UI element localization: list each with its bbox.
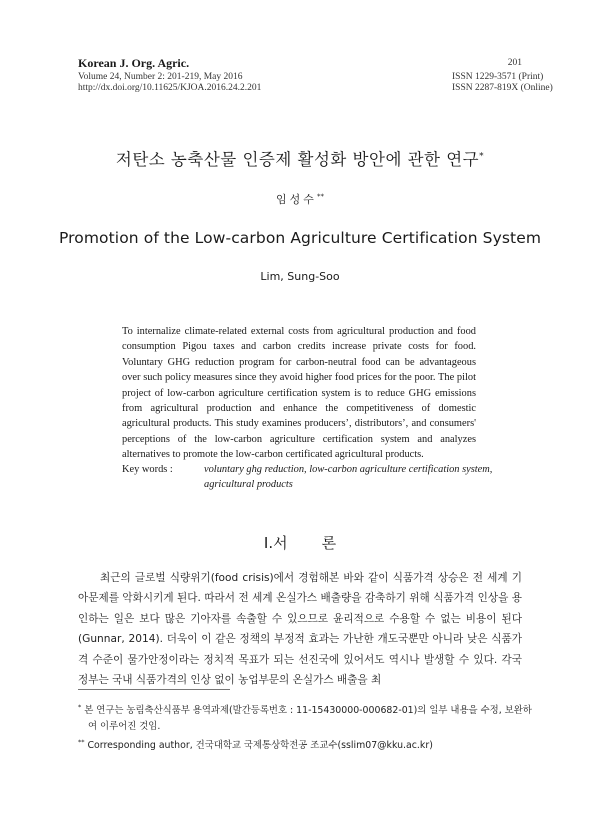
volume-line: Volume 24, Number 2: 201-219, May 2016 <box>78 72 243 82</box>
english-author: Lim, Sung-Soo <box>260 270 340 283</box>
journal-name: Korean J. Org. Agric. <box>78 56 190 70</box>
abstract: To internalize climate-related external costs from agricultural production and food consumption Pigou taxes and carbon credits increase private costs for food. Voluntary GHG reduction program for carbon-neutral food can be advantageous over such policy measures since they avoid higher food prices for the poor. The pilot project of low-carbon agriculture certification system is to reduce GHG emissions from agricultural production and enhance the competitiveness of domestic agricultural products. This study examines producers’, distributors’, and consumers' perceptions of the low-carbon agriculture certification system and analyzes alternatives to promote the low-carbon certificated agricultural products. <box>122 326 476 461</box>
section-heading <box>0 532 600 553</box>
keywords-label: Key words : <box>122 464 173 475</box>
journal-meta <box>78 72 261 94</box>
body-paragraph: 최근의 글로벌 식량위기(food crisis)에서 경험해본 바와 같이 식품가격 상승은 전 세계 기아문제를 악화시키게 된다. 따라서 전 세계 온실가스 배출량을 감축하기 위해 식품가격 인상을 용인하는 일은 보다 많은 기아자를 속출할 수 있으므로 윤리적으로 수용할 수 없는 비용이 된다(Gunnar, 2014). 더욱이 이 같은 정책의 부정적 효과는 가난한 개도국뿐만 아니라 낮은 식품가격 수준이 물가안정이라는 정치적 목표가 되는 선진국에 있어서도 역시나 발생할 수 있다. 각국 정부는 국내 식품가격의 인상 없이 농업부문의 온실가스 배출을 최 <box>78 572 522 687</box>
keywords-value: voluntary ghg reduction, low-carbon agriculture certification system, agricultural products <box>204 464 493 490</box>
doi-link[interactable]: http://dx.doi.org/10.11625/KJOA.2016.24.2.201 <box>78 83 262 93</box>
english-title: Promotion of the Low-carbon Agriculture Certification System <box>58 229 542 247</box>
footnote-1-mark: * <box>78 703 82 711</box>
footnote-2-mark: ** <box>78 738 85 746</box>
footnote-1 <box>78 699 532 735</box>
footnote-1-text: 본 연구는 농림축산식품부 용역과제(발간등록번호 : 11-15430000-000682-01)의 일부 내용을 수정, 보완하여 이루어진 것임. <box>84 705 532 733</box>
korean-title-text: 저탄소 농축산물 인증제 활성화 방안에 관한 연구 <box>115 150 480 169</box>
section-title-char-1: 서 <box>273 534 288 552</box>
page-number: 201 <box>507 58 522 68</box>
footnote-2 <box>78 734 522 754</box>
korean-title <box>0 146 600 170</box>
section-title-char-2: 론 <box>321 534 337 552</box>
korean-author-name: 임성수 <box>276 193 317 206</box>
issn-print: ISSN 1229-3571 (Print) <box>452 72 544 82</box>
issn-online: ISSN 2287-819X (Online) <box>452 83 553 93</box>
issn-block <box>452 72 553 94</box>
author-footnote-mark[interactable]: ** <box>316 192 324 201</box>
footnote-2-text: Corresponding author, 건국대학교 국제통상학전공 조교수(sslim07@kku.ac.kr) <box>87 740 433 752</box>
title-footnote-mark[interactable]: * <box>479 151 485 162</box>
section-number: Ⅰ. <box>263 534 274 552</box>
korean-author <box>0 191 600 207</box>
footnote-divider <box>78 689 230 690</box>
